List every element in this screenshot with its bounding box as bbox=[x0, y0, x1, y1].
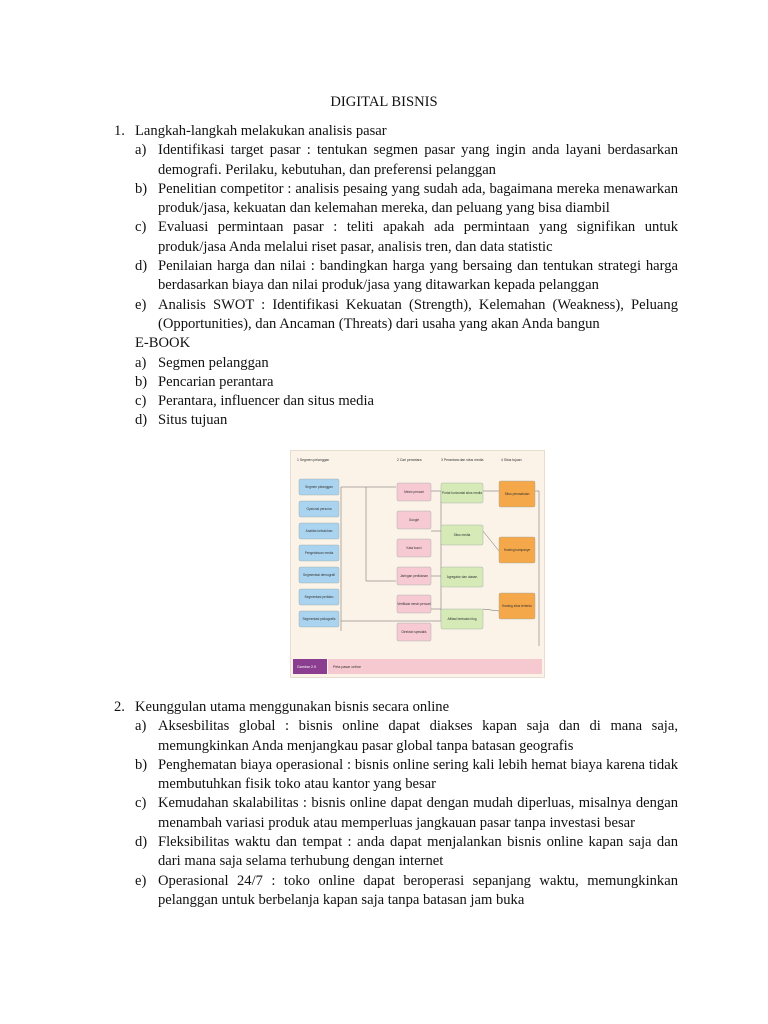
section-1-heading bbox=[114, 122, 678, 141]
list-item-text: Operasional 24/7 : toko online dapat beroperasi sepanjang waktu, memungkinkan pelanggan untuk berbelanja kapan saja tanpa batasan jam buka bbox=[158, 872, 678, 908]
section-2-number: 2. bbox=[114, 699, 125, 715]
blue-box-label: Segmen pelanggan bbox=[305, 485, 333, 490]
list-item bbox=[114, 872, 678, 911]
section-1-list bbox=[114, 141, 678, 334]
blue-box-label: Opsional persona bbox=[306, 507, 332, 512]
list-item-mark: d) bbox=[135, 834, 148, 851]
list-item-mark: e) bbox=[135, 872, 147, 889]
section-2-heading bbox=[114, 698, 678, 717]
list-item-mark: e) bbox=[135, 296, 147, 313]
list-item bbox=[114, 794, 678, 833]
blue-column bbox=[299, 479, 339, 627]
list-item-mark: b) bbox=[135, 373, 148, 390]
list-item-text: Situs tujuan bbox=[158, 412, 228, 429]
orange-column bbox=[499, 481, 535, 619]
pink-box-label: Verifikasi mesin pencari bbox=[397, 602, 431, 607]
column-header: 1 Segmen pelanggan bbox=[297, 458, 330, 462]
list-item bbox=[114, 296, 678, 335]
list-item-text: Evaluasi permintaan pasar : teliti apakah ada permintaan yang signifikan untuk produk/jasa Anda melalui riset pasar, analisis tren, dan data statistic bbox=[158, 219, 678, 255]
section-1-number: 1. bbox=[114, 123, 125, 139]
list-item-mark: a) bbox=[135, 354, 147, 371]
list-item-text: Kemudahan skalabilitas : bisnis online dapat dengan mudah diperluas, misalnya dengan menambah variasi produk atau memperluas jangkauan pasar tanpa investasi besar bbox=[158, 795, 678, 831]
blue-box-label: Segmentasi psikografis bbox=[302, 617, 336, 622]
orange-box-label: Hosting kampanye bbox=[503, 548, 531, 553]
list-item-text: Perantara, influencer dan situs media bbox=[158, 393, 374, 410]
ebook-list bbox=[114, 354, 678, 431]
list-item-mark: a) bbox=[135, 718, 147, 735]
section-2-list bbox=[114, 717, 678, 910]
column-header: 2 Cari perantara bbox=[397, 458, 422, 462]
list-item-mark: a) bbox=[135, 142, 147, 159]
list-item-mark: b) bbox=[135, 756, 148, 773]
list-item-text: Penilaian harga dan nilai : bandingkan harga yang bersaing dan tentukan strategi harga berdasarkan biaya dan nilai produk/jasa yang ditawarkan kepada pelanggan bbox=[158, 258, 678, 294]
list-item bbox=[114, 141, 678, 180]
blue-box-label: Segmentasi perilaku bbox=[304, 595, 334, 600]
green-box-label: Situs media bbox=[453, 533, 471, 538]
list-item bbox=[114, 756, 678, 795]
pink-box-label: Jaringan periklanan bbox=[400, 574, 428, 579]
list-item-mark: d) bbox=[135, 258, 148, 275]
section-2-heading-text: Keunggulan utama menggunakan bisnis secara online bbox=[135, 699, 450, 715]
list-item-text: Pencarian perantara bbox=[158, 373, 274, 390]
pink-column bbox=[397, 483, 431, 641]
blue-box-label: Segmentasi demografi bbox=[303, 573, 335, 578]
section-1 bbox=[114, 122, 678, 431]
list-item-text: Fleksibilitas waktu dan tempat : anda dapat menjalankan bisnis online kapan saja dan dari mana saja selama terhubung dengan internet bbox=[158, 834, 678, 870]
list-item-mark: b) bbox=[135, 180, 148, 197]
list-item bbox=[114, 373, 678, 392]
green-box-label: Agregator dan ulasan bbox=[446, 575, 478, 580]
list-item-text: Analisis SWOT : Identifikasi Kekuatan (Strength), Kelemahan (Weakness), Peluang (Opportunities), dan Ancaman (Threats) dari usaha yang akan Anda bangun bbox=[158, 296, 678, 332]
blue-box-label: Pengetahuan media bbox=[304, 551, 334, 556]
pink-box-label: Google bbox=[408, 518, 420, 523]
list-item-text: Penghematan biaya operasional : bisnis online sering kali lebih hemat biaya karena tidak membutuhkan fisik toko atau kantor yang besar bbox=[158, 756, 678, 793]
pink-box-label: Direktori spesialis bbox=[401, 630, 427, 635]
list-item-text: Aksesbilitas global : bisnis online dapat diakses kapan saja dan di mana saja, memungkinkan Anda menjangkau pasar global tanpa batasan geografis bbox=[158, 718, 678, 754]
list-item-text: Identifikasi target pasar : tentukan segmen pasar yang ingin anda layani berdasarkan demografi. Perilaku, kebutuhan, dan preferensi pelanggan bbox=[158, 142, 678, 178]
list-item bbox=[114, 218, 678, 257]
list-item-mark: d) bbox=[135, 412, 148, 429]
pink-box-label: Mesin pencari bbox=[404, 490, 424, 495]
connector-lines bbox=[341, 487, 539, 646]
pink-box-label: Kata kunci bbox=[406, 546, 422, 551]
document-title: DIGITAL BISNIS bbox=[330, 94, 438, 110]
list-item-mark: c) bbox=[135, 795, 147, 812]
list-item bbox=[114, 833, 678, 872]
blue-box-label: Analisis kebutuhan bbox=[305, 529, 333, 534]
list-item bbox=[114, 411, 678, 430]
market-map-figure bbox=[290, 450, 545, 678]
column-header: 4 Situs tujuan bbox=[501, 458, 522, 462]
list-item bbox=[114, 354, 678, 373]
caption-text: Peta pasar online bbox=[333, 665, 361, 669]
section-1-heading-text: Langkah-langkah melakukan analisis pasar bbox=[135, 123, 387, 139]
orange-box-label: Hosting situs tertentu bbox=[502, 604, 532, 609]
list-item bbox=[114, 392, 678, 411]
market-map-diagram bbox=[291, 451, 544, 677]
list-item-text: Penelitian competitor : analisis pesaing yang sudah ada, bagaimana mereka menawarkan produk/jasa, kekuatan dan kelemahan mereka, dan peluang yang bisa diambil bbox=[158, 180, 678, 217]
ebook-label: E-BOOK bbox=[135, 335, 191, 352]
orange-box-label: Situs perusahaan bbox=[504, 492, 530, 497]
section-2 bbox=[114, 698, 678, 910]
list-item-mark: c) bbox=[135, 393, 147, 410]
green-column bbox=[441, 483, 483, 629]
list-item bbox=[114, 717, 678, 756]
column-header: 3 Perantara dan situs media bbox=[441, 458, 484, 462]
list-item-mark: c) bbox=[135, 219, 147, 236]
list-item-text: Segmen pelanggan bbox=[158, 354, 269, 371]
green-box-label: Afiliasi berbasis blog bbox=[447, 617, 477, 622]
caption-tag: Gambar 2.9 bbox=[297, 665, 316, 669]
list-item bbox=[114, 257, 678, 296]
green-box-label: Portal horizontal situs media bbox=[441, 491, 483, 496]
list-item bbox=[114, 180, 678, 219]
